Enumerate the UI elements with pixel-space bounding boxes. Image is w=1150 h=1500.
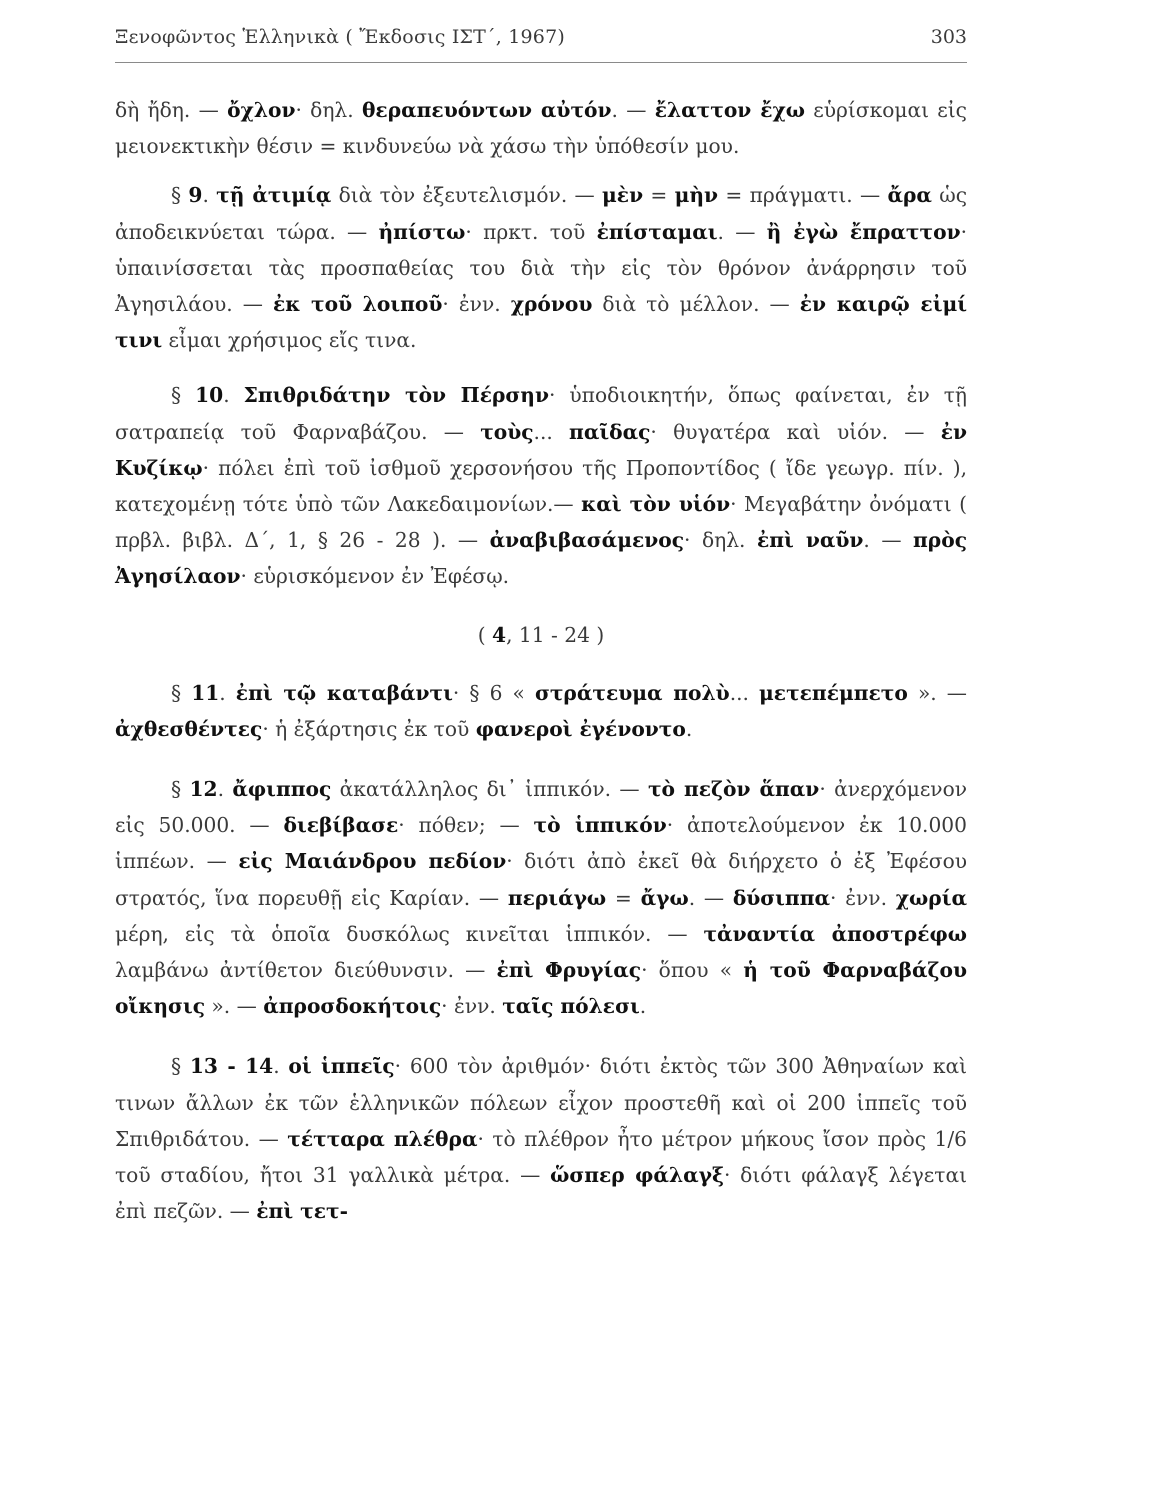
lemma: ἄρα: [887, 183, 932, 208]
commentary-body: [115, 92, 967, 1229]
text-run: · Μεγαβάτην ὀνόματι ( πρβλ. βιβλ. Δ΄, 1, § 26 - 28 ). —: [115, 492, 967, 553]
text-run: μέρη, εἰς τὰ ὁποῖα δυσκόλως κινεῖται ἱππικόν. —: [115, 921, 704, 946]
text-run: λαμβάνω ἀντίθετον διεύθυνσιν. —: [115, 958, 497, 983]
text-run: · ὑποδιοικητήν, ὅπως φαίνεται, ἐν τῇ σατραπείᾳ τοῦ Φαρναβάζου. —: [115, 383, 968, 444]
lemma: ὥσπερ φάλαγξ: [550, 1163, 724, 1188]
lemma: χρόνου: [510, 292, 593, 317]
lemma: ἡ τοῦ Φαρναβάζου οἴκησις: [115, 958, 967, 1019]
text-run: =: [643, 183, 675, 208]
lemma: οἱ ἱππεῖς: [288, 1054, 395, 1079]
text-run: · δηλ.: [684, 528, 757, 553]
text-run: · ὅπου «: [641, 958, 744, 983]
text-run: · θυγατέρα καὶ υἱόν. —: [650, 419, 941, 444]
text-run: ἀκατάλληλος δι᾽ ἱππικόν. —: [331, 777, 648, 802]
text-run: · ἐνν.: [441, 994, 503, 1019]
lemma: τὸ πεζὸν ἅπαν: [647, 777, 820, 802]
lemma: μετεπέμπετο: [759, 680, 908, 705]
lemma: ἀπροσδοκήτοις: [263, 994, 442, 1019]
section-number: 10: [195, 383, 224, 408]
lemma: τοὺς: [480, 419, 534, 444]
section-number: 12: [189, 777, 218, 802]
text-run: .: [223, 383, 244, 408]
lemma: διεβίβασε: [283, 813, 399, 838]
lemma: ἐπὶ τῷ καταβάντι: [235, 680, 453, 705]
text-run: ...: [729, 680, 760, 705]
text-run: ». —: [205, 994, 264, 1019]
text-run: · ἐνν.: [830, 885, 896, 910]
paragraph-11: [115, 675, 967, 747]
lemma: μὴν: [674, 183, 719, 208]
text-run: (: [477, 622, 493, 647]
text-run: · πόθεν; —: [398, 813, 534, 838]
lemma: ἐν καιρῷ εἰμί τινι: [115, 292, 968, 353]
lemma: Σπιθριδάτην τὸν Πέρσην: [243, 383, 549, 408]
section-sign: §: [171, 183, 189, 208]
chapter-number: 4: [492, 622, 507, 647]
text-run: · πόλει ἐπὶ τοῦ ἰσθμοῦ χερσονήσου τῆς Προποντίδος ( ἴδε γεωγρ. πίν. ), κατεχομένῃ τότε ὑπὸ τῶν Λακεδαιμονίων.—: [115, 455, 967, 517]
text-run: . —: [688, 885, 733, 910]
text-run: · ἀποτελούμενον ἐκ 10.000 ἱππέων. —: [115, 813, 967, 874]
text-run: . —: [863, 528, 914, 553]
text-run: δὴ ἤδη. —: [115, 98, 228, 122]
section-sign: §: [171, 383, 196, 408]
text-run: · § 6 «: [452, 680, 535, 705]
text-run: διὰ τὸν ἐξευτελισμόν. —: [331, 183, 603, 208]
lemma: τὸ ἱππικόν: [533, 813, 667, 838]
section-number: 9: [188, 183, 203, 208]
text-run: .: [217, 777, 233, 802]
running-head: [115, 22, 967, 54]
text-run: · εὑρισκόμενον ἐν Ἐφέσῳ.: [240, 564, 510, 589]
text-run: εὑρίσκομαι εἰς μειονεκτικὴν θέσιν = κινδυνεύω νὰ χάσω τὴν ὑπόθεσίν μου.: [115, 98, 967, 159]
lemma: στράτευμα πολὺ: [534, 680, 730, 705]
paragraph-10: [115, 377, 967, 594]
text-run: · ἐνν.: [442, 292, 511, 317]
lemma: ἀχθεσθέντες: [115, 716, 263, 741]
paragraph-12: [115, 771, 967, 1024]
paragraph-13-14: [115, 1048, 967, 1229]
lemma: μὲν: [602, 183, 644, 208]
text-run: .: [685, 716, 693, 741]
section-sign: §: [171, 680, 192, 705]
section-sign: §: [171, 777, 190, 802]
text-run: · ἡ ἐξάρτησις ἐκ τοῦ: [262, 716, 476, 741]
text-run: .: [639, 994, 647, 1019]
text-run: · διότι φάλαγξ λέγεται ἐπὶ πεζῶν. —: [115, 1163, 967, 1224]
lemma: φανεροὶ ἐγένοντο: [475, 716, 686, 741]
text-run: . —: [717, 219, 767, 244]
lemma: ἐκ τοῦ λοιποῦ: [272, 292, 443, 317]
text-run: · τὸ πλέθρον ἦτο μέτρον μήκους ἴσον πρὸς 1/6 τοῦ σταδίου, ἤτοι 31 γαλλικὰ μέτρα. —: [115, 1126, 967, 1188]
lemma: ἠπίστω: [378, 219, 466, 244]
lemma: ὄχλον: [227, 98, 296, 122]
text-run: · πρκτ. τοῦ: [465, 219, 597, 244]
lemma: ἐπὶ Φρυγίας: [496, 958, 642, 983]
paragraph-8-end: [115, 92, 967, 164]
lemma: ἐπὶ τετ-: [256, 1199, 348, 1224]
header-rule: [115, 62, 967, 63]
lemma: παῖδας: [569, 419, 651, 444]
lemma: περιάγω: [507, 885, 607, 910]
text-run: .: [219, 680, 236, 705]
text-run: · δηλ.: [295, 98, 362, 122]
lemma: ταῖς πόλεσι: [502, 994, 640, 1019]
text-run: ». —: [907, 680, 967, 705]
paragraph-9: [115, 177, 967, 358]
lemma: θεραπευόντων αὐτόν: [361, 98, 612, 122]
lemma: ἄφιππος: [232, 777, 332, 802]
text-run: = πράγματι. —: [718, 183, 888, 208]
lemma: τῇ ἀτιμίᾳ: [216, 183, 332, 208]
lemma: πρὸς Ἀγησίλαον: [115, 528, 967, 589]
lemma: ἐπὶ ναῦν: [756, 528, 864, 553]
lemma: εἰς Μαιάνδρου πεδίον: [238, 849, 507, 874]
lemma: ἀναβιβασάμενος: [489, 528, 685, 553]
lemma: χωρία: [895, 885, 967, 910]
section-number: 13 - 14: [189, 1054, 274, 1079]
text-run: . —: [611, 98, 655, 122]
page-number: 303: [930, 26, 967, 48]
text-run: .: [202, 183, 217, 208]
text-run: · ἀνερχόμενον εἰς 50.000. —: [115, 777, 968, 838]
section-number: 11: [191, 680, 220, 705]
lemma: ἐν Κυζίκῳ: [115, 419, 967, 480]
lemma: καὶ τὸν υἱόν: [581, 492, 731, 517]
lemma: ἢ ἐγὼ ἔπραττον: [766, 219, 961, 244]
text-run: ...: [533, 419, 570, 444]
lemma: δύσιππα: [732, 885, 831, 910]
text-run: · διότι ἀπὸ ἐκεῖ θὰ διήρχετο ὁ ἐξ Ἐφέσου στρατός, ἵνα πορευθῇ εἰς Καρίαν. —: [115, 849, 967, 910]
text-run: ὡς ἀποδεικνύεται τώρα. —: [115, 183, 967, 244]
text-run: · 600 τὸν ἀριθμόν· διότι ἐκτὸς τῶν 300 Ἀθηναίων καὶ τινων ἄλλων ἐκ τῶν ἑλληνικῶν πόλεων εἶχον προστεθῆ καὶ οἱ 200 ἱππεῖς τοῦ Σπιθριδάτου. —: [115, 1054, 967, 1151]
running-title: Ξενοφῶντος Ἑλληνικὰ ( Ἔκδοσις ΙΣΤ΄, 1967): [115, 26, 565, 48]
lemma: ἐπίσταμαι: [596, 219, 718, 244]
section-heading: [115, 617, 967, 653]
lemma: τἀναντία ἀποστρέφω: [703, 921, 967, 946]
text-run: διὰ τὸ μέλλον. —: [592, 292, 800, 317]
text-run: εἶμαι χρήσιμος εἴς τινα.: [162, 328, 417, 353]
lemma: ἄγω: [640, 885, 689, 910]
text-run: , 11 - 24 ): [506, 622, 605, 647]
text-run: .: [273, 1054, 289, 1079]
text-run: · ὑπαινίσσεται τὰς προσπαθείας του διὰ τὴν εἰς τὸν θρόνον ἀνάρρησιν τοῦ Ἀγησιλάου. —: [115, 219, 967, 317]
text-run: =: [606, 885, 641, 910]
lemma: τέτταρα πλέθρα: [287, 1126, 478, 1151]
section-sign: §: [171, 1054, 190, 1079]
lemma: ἔλαττον ἔχω: [654, 98, 805, 122]
